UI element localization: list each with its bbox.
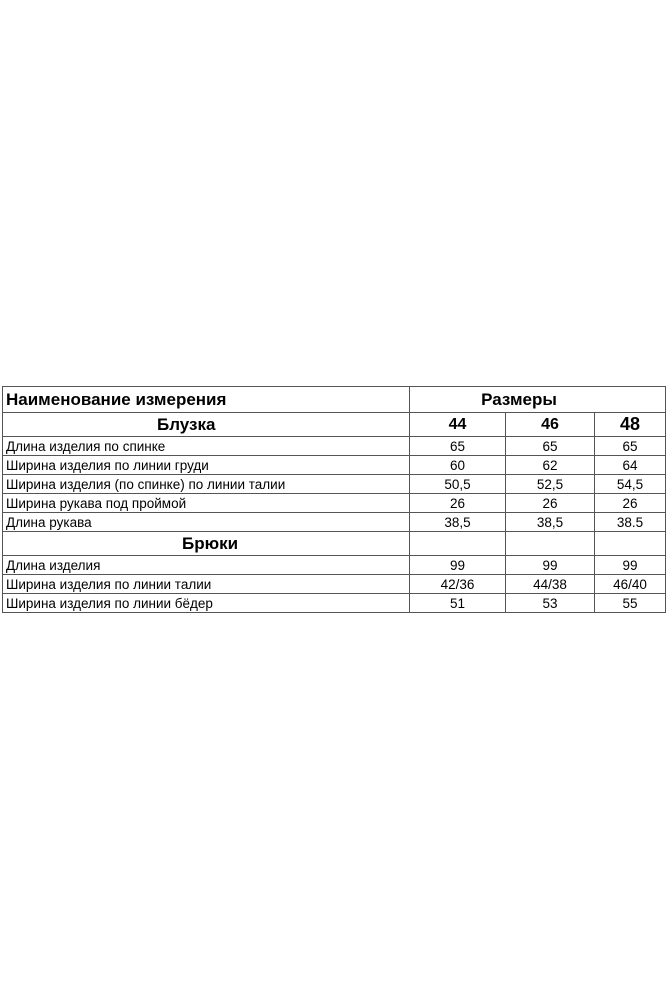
- size-46-value: 44/38: [506, 575, 595, 594]
- size-chart-table: [2, 386, 666, 613]
- size-48-value: 38.5: [595, 513, 666, 532]
- measurement-label: Ширина рукава под проймой: [3, 494, 410, 513]
- size-44-value: 50,5: [410, 475, 506, 494]
- empty-cell: [595, 532, 666, 556]
- size-48-value: 46/40: [595, 575, 666, 594]
- size-46-value: 52,5: [506, 475, 595, 494]
- size-46-value: 38,5: [506, 513, 595, 532]
- size-46-value: 65: [506, 437, 595, 456]
- size-46-header: 46: [506, 413, 595, 437]
- size-46-value: 53: [506, 594, 595, 613]
- empty-cell: [410, 532, 506, 556]
- size-44-value: 99: [410, 556, 506, 575]
- size-48-value: 65: [595, 437, 666, 456]
- measurement-label: Ширина изделия по линии талии: [3, 575, 410, 594]
- table-row: [3, 594, 666, 613]
- table-header-row: [3, 387, 666, 413]
- size-44-value: 26: [410, 494, 506, 513]
- size-46-value: 62: [506, 456, 595, 475]
- table-row: [3, 456, 666, 475]
- size-48-value: 54,5: [595, 475, 666, 494]
- measurement-label: Длина рукава: [3, 513, 410, 532]
- blouse-section-row: [3, 413, 666, 437]
- size-44-value: 38,5: [410, 513, 506, 532]
- trousers-section-row: [3, 532, 666, 556]
- size-44-value: 42/36: [410, 575, 506, 594]
- blouse-section-title: Блузка: [3, 413, 410, 437]
- table-row: [3, 437, 666, 456]
- measurement-label: Ширина изделия (по спинке) по линии талии: [3, 475, 410, 494]
- table-row: [3, 556, 666, 575]
- measurement-label: Ширина изделия по линии бёдер: [3, 594, 410, 613]
- size-44-header: 44: [410, 413, 506, 437]
- sizes-header: Размеры: [410, 387, 666, 413]
- table-row: [3, 475, 666, 494]
- table-row: [3, 575, 666, 594]
- trousers-section-title: Брюки: [3, 532, 410, 556]
- size-44-value: 60: [410, 456, 506, 475]
- empty-cell: [506, 532, 595, 556]
- size-44-value: 65: [410, 437, 506, 456]
- size-46-value: 26: [506, 494, 595, 513]
- table-row: [3, 494, 666, 513]
- size-48-header: 48: [595, 413, 666, 437]
- measurement-name-header: Наименование измерения: [3, 387, 410, 413]
- measurement-label: Длина изделия по спинке: [3, 437, 410, 456]
- size-44-value: 51: [410, 594, 506, 613]
- size-48-value: 26: [595, 494, 666, 513]
- size-48-value: 99: [595, 556, 666, 575]
- size-48-value: 64: [595, 456, 666, 475]
- table-row: [3, 513, 666, 532]
- measurement-label: Ширина изделия по линии груди: [3, 456, 410, 475]
- size-46-value: 99: [506, 556, 595, 575]
- measurement-label: Длина изделия: [3, 556, 410, 575]
- size-48-value: 55: [595, 594, 666, 613]
